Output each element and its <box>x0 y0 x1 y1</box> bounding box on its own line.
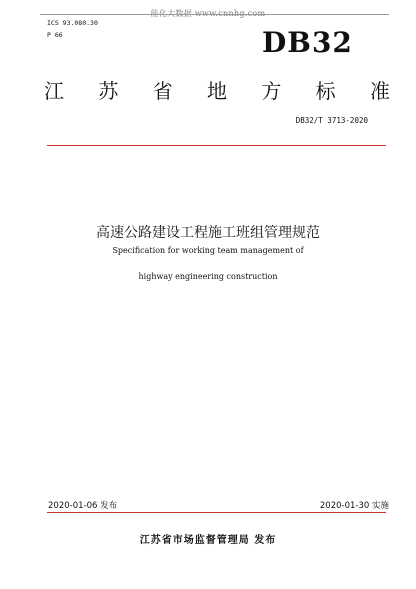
title-char: 地 <box>206 79 227 103</box>
top-divider <box>40 14 389 15</box>
header-divider <box>47 145 386 146</box>
title-char: 标 <box>315 79 336 103</box>
issuing-authority: 江苏省市场监督管理局 发布 <box>139 535 277 546</box>
implement-date: 2020-01-30 实施 <box>319 501 389 511</box>
title-char: 江 <box>44 79 64 103</box>
standard-type-title <box>44 75 390 104</box>
title-char: 省 <box>152 79 173 103</box>
standard-number: DB32/T 3713-2020 <box>295 116 368 125</box>
title-char: 方 <box>261 79 282 103</box>
db32-logo: DB32 <box>262 26 353 59</box>
ics-code: ICS 93.080.30 <box>47 19 98 27</box>
publish-date: 2020-01-06 发布 <box>48 501 118 511</box>
classification-code: P 66 <box>47 31 63 39</box>
title-char: 苏 <box>98 79 119 103</box>
chinese-title: 高速公路建设工程施工班组管理规范 <box>96 225 320 241</box>
watermark: 能化大数据 www.cnnhg.com <box>150 9 266 18</box>
footer-divider <box>47 512 386 513</box>
english-title-line-1: Specification for working team management of <box>112 246 304 255</box>
english-title-line-2: highway engineering construction <box>138 272 278 281</box>
title-char: 准 <box>369 79 390 103</box>
